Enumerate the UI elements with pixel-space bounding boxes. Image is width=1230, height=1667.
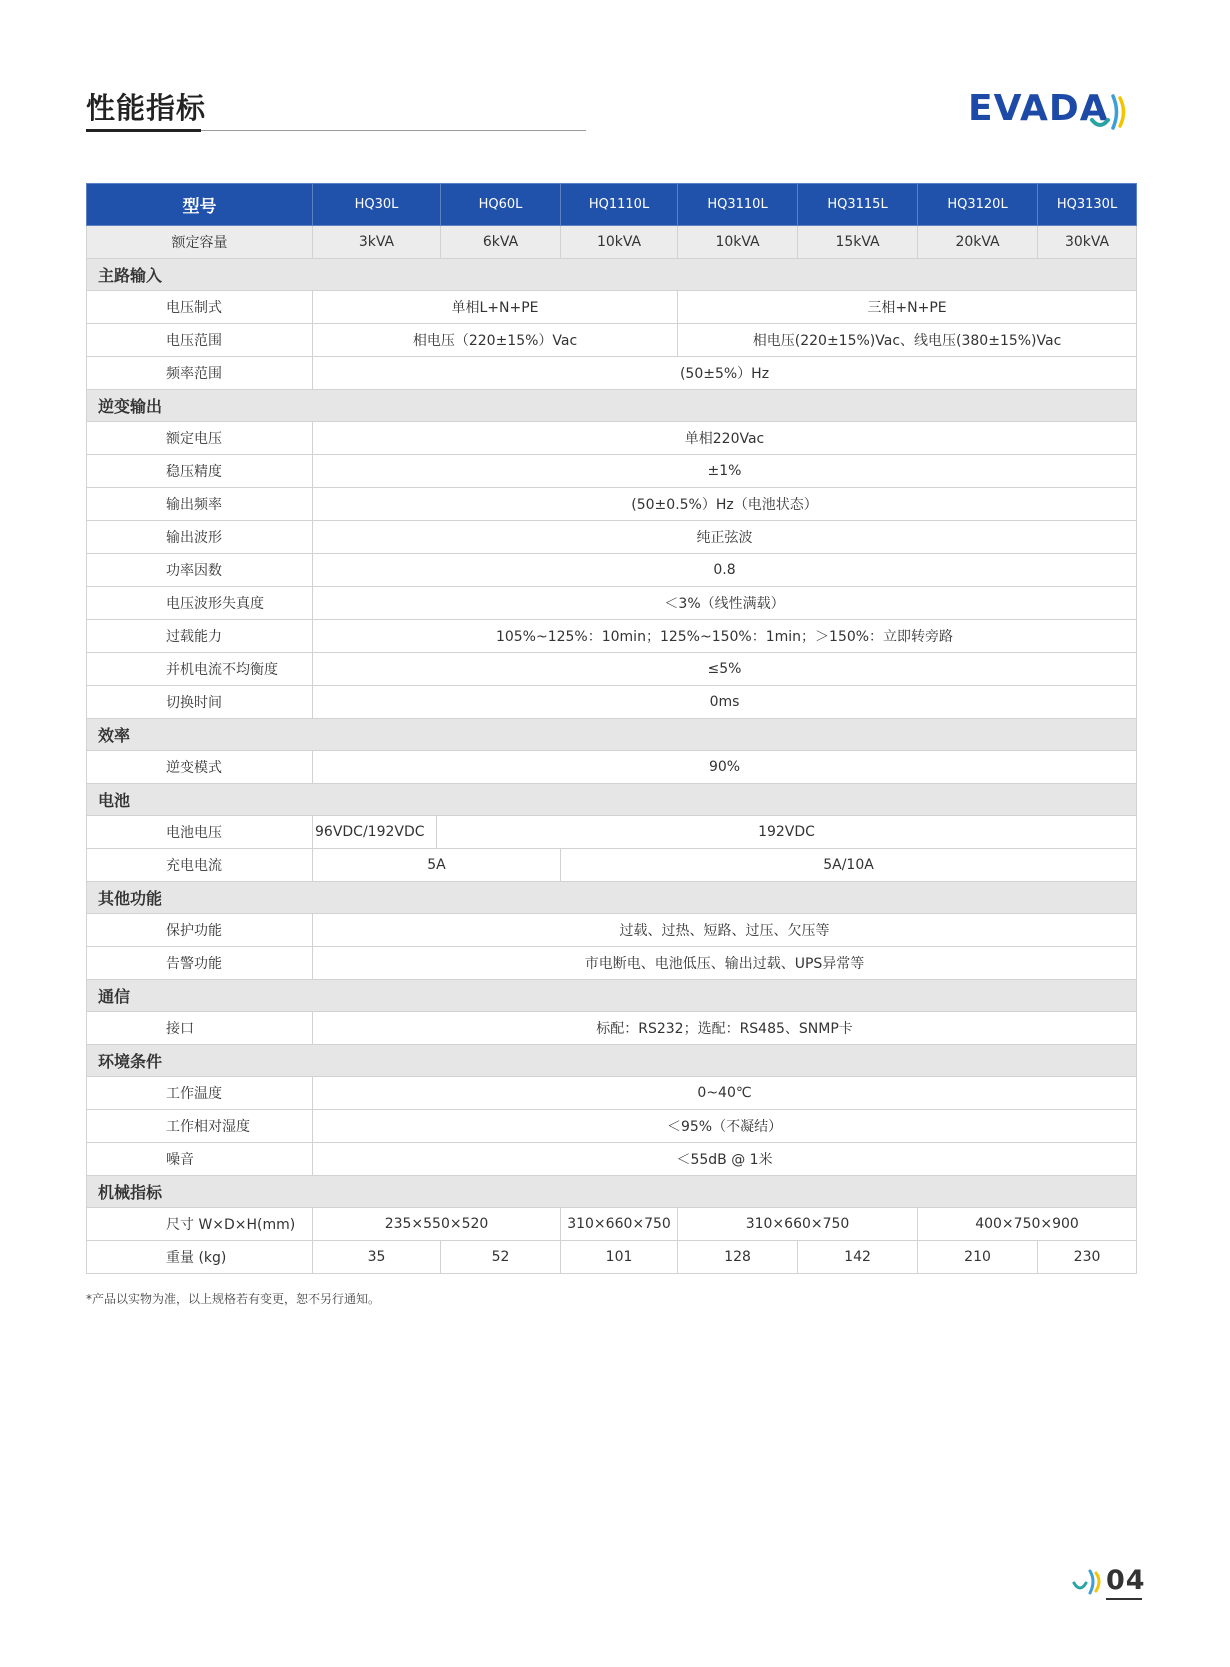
section-title: 逆变输出 bbox=[87, 390, 1137, 422]
cell-value: (50±5%）Hz bbox=[313, 357, 1137, 390]
row-label: 频率范围 bbox=[87, 357, 313, 390]
section-header bbox=[87, 719, 1137, 751]
table-row bbox=[87, 816, 1137, 849]
title-rule-accent bbox=[86, 129, 201, 132]
row-label: 接口 bbox=[87, 1012, 313, 1045]
capacity-label: 额定容量 bbox=[87, 226, 313, 259]
row-label: 告警功能 bbox=[87, 947, 313, 980]
row-label: 尺寸 W×D×H(mm) bbox=[87, 1208, 313, 1241]
cell-value: 35 bbox=[313, 1241, 441, 1274]
capacity-cell: 6kVA bbox=[441, 226, 561, 259]
footnote: *产品以实物为准，以上规格若有变更，恕不另行通知。 bbox=[86, 1292, 381, 1306]
row-label: 过载能力 bbox=[87, 620, 313, 653]
cell-value: ±1% bbox=[313, 455, 1137, 488]
row-label: 功率因数 bbox=[87, 554, 313, 587]
capacity-cell: 10kVA bbox=[561, 226, 678, 259]
row-label: 稳压精度 bbox=[87, 455, 313, 488]
section-title: 通信 bbox=[87, 980, 1137, 1012]
section-header bbox=[87, 882, 1137, 914]
cell-value: 128 bbox=[678, 1241, 798, 1274]
cell-value: 400×750×900 bbox=[918, 1208, 1137, 1241]
row-label: 电压制式 bbox=[87, 291, 313, 324]
row-label: 重量 (kg) bbox=[87, 1241, 313, 1274]
cell-value: 0ms bbox=[313, 686, 1137, 719]
table-row bbox=[87, 184, 1137, 226]
cell-value: 192VDC bbox=[437, 816, 1137, 849]
cell-value: 310×660×750 bbox=[561, 1208, 678, 1241]
row-label: 额定电压 bbox=[87, 422, 313, 455]
page-waves-icon bbox=[1072, 1565, 1106, 1601]
capacity-cell: 20kVA bbox=[918, 226, 1038, 259]
section-title: 机械指标 bbox=[87, 1176, 1137, 1208]
section-header bbox=[87, 1176, 1137, 1208]
cell-value: 三相+N+PE bbox=[678, 291, 1137, 324]
row-label: 逆变模式 bbox=[87, 751, 313, 784]
row-label: 并机电流不均衡度 bbox=[87, 653, 313, 686]
row-label: 保护功能 bbox=[87, 914, 313, 947]
row-label: 工作相对湿度 bbox=[87, 1110, 313, 1143]
cell-value: 310×660×750 bbox=[678, 1208, 918, 1241]
table-row bbox=[87, 521, 1137, 554]
table-row bbox=[87, 1143, 1137, 1176]
section-title: 其他功能 bbox=[87, 882, 1137, 914]
table-row bbox=[87, 620, 1137, 653]
model-cell: HQ60L bbox=[441, 184, 561, 226]
table-row bbox=[87, 914, 1137, 947]
row-label: 电压范围 bbox=[87, 324, 313, 357]
cell-value: 230 bbox=[1038, 1241, 1137, 1274]
section-header bbox=[87, 1045, 1137, 1077]
cell-value: 标配：RS232；选配：RS485、SNMP卡 bbox=[313, 1012, 1137, 1045]
cell-value: 相电压（220±15%）Vac bbox=[313, 324, 678, 357]
cell-value: 142 bbox=[798, 1241, 918, 1274]
cell-value: ＜3%（线性满载） bbox=[313, 587, 1137, 620]
spec-table bbox=[86, 183, 1137, 1274]
table-row bbox=[87, 1241, 1137, 1274]
cell-value: 90% bbox=[313, 751, 1137, 784]
model-cell: HQ3110L bbox=[678, 184, 798, 226]
cell-value: ＜95%（不凝结） bbox=[313, 1110, 1137, 1143]
cell-value: 纯正弦波 bbox=[313, 521, 1137, 554]
brand-logo bbox=[968, 88, 1148, 138]
table-row bbox=[87, 1110, 1137, 1143]
cell-value: 52 bbox=[441, 1241, 561, 1274]
cell-value: 过载、过热、短路、过压、欠压等 bbox=[313, 914, 1137, 947]
model-cell: HQ3115L bbox=[798, 184, 918, 226]
row-label: 工作温度 bbox=[87, 1077, 313, 1110]
cell-value: 单相220Vac bbox=[313, 422, 1137, 455]
row-label: 电压波形失真度 bbox=[87, 587, 313, 620]
section-header bbox=[87, 784, 1137, 816]
page-number-text: 04 bbox=[1106, 1565, 1146, 1596]
cell-value: 5A bbox=[313, 849, 561, 882]
table-row bbox=[87, 653, 1137, 686]
cell-value: 单相L+N+PE bbox=[313, 291, 678, 324]
section-title: 效率 bbox=[87, 719, 1137, 751]
section-title: 环境条件 bbox=[87, 1045, 1137, 1077]
brand-waves-icon bbox=[1080, 90, 1150, 136]
cell-value: 相电压(220±15%)Vac、线电压(380±15%)Vac bbox=[678, 324, 1137, 357]
section-header bbox=[87, 259, 1137, 291]
cell-value: 市电断电、电池低压、输出过载、UPS异常等 bbox=[313, 947, 1137, 980]
row-label: 电池电压 bbox=[87, 816, 313, 849]
cell-value: 0.8 bbox=[313, 554, 1137, 587]
capacity-cell: 10kVA bbox=[678, 226, 798, 259]
row-label: 输出波形 bbox=[87, 521, 313, 554]
section-header bbox=[87, 390, 1137, 422]
table-row bbox=[87, 1012, 1137, 1045]
table-row bbox=[87, 751, 1137, 784]
capacity-cell: 30kVA bbox=[1038, 226, 1137, 259]
model-cell: HQ3130L bbox=[1038, 184, 1137, 226]
table-row bbox=[87, 849, 1137, 882]
table-row bbox=[87, 488, 1137, 521]
table-row bbox=[87, 1077, 1137, 1110]
cell-value: 105%~125%：10min；125%~150%：1min；＞150%：立即转旁路 bbox=[313, 620, 1137, 653]
cell-value: (50±0.5%）Hz（电池状态） bbox=[313, 488, 1137, 521]
row-label: 切换时间 bbox=[87, 686, 313, 719]
table-row bbox=[87, 226, 1137, 259]
page-title: 性能指标 bbox=[86, 91, 207, 125]
table-row bbox=[87, 1208, 1137, 1241]
table-row bbox=[87, 554, 1137, 587]
table-row bbox=[87, 686, 1137, 719]
cell-value: 0~40℃ bbox=[313, 1077, 1137, 1110]
cell-value: ≤5% bbox=[313, 653, 1137, 686]
table-row bbox=[87, 587, 1137, 620]
capacity-cell: 3kVA bbox=[313, 226, 441, 259]
table-row bbox=[87, 455, 1137, 488]
table-row bbox=[87, 324, 1137, 357]
page-number-underline bbox=[1106, 1598, 1142, 1600]
cell-value: 101 bbox=[561, 1241, 678, 1274]
brand-name: EVADA bbox=[968, 88, 1109, 129]
cell-value: 5A/10A bbox=[561, 849, 1137, 882]
cell-value: 235×550×520 bbox=[313, 1208, 561, 1241]
cell-value: 96VDC/192VDC bbox=[313, 816, 437, 849]
row-label: 输出频率 bbox=[87, 488, 313, 521]
row-label: 充电电流 bbox=[87, 849, 313, 882]
section-title: 电池 bbox=[87, 784, 1137, 816]
cell-value: ＜55dB @ 1米 bbox=[313, 1143, 1137, 1176]
row-label: 噪音 bbox=[87, 1143, 313, 1176]
table-row bbox=[87, 947, 1137, 980]
section-title: 主路输入 bbox=[87, 259, 1137, 291]
model-cell: HQ30L bbox=[313, 184, 441, 226]
table-row bbox=[87, 357, 1137, 390]
model-cell: HQ3120L bbox=[918, 184, 1038, 226]
page-number bbox=[1072, 1565, 1146, 1601]
table-row bbox=[87, 422, 1137, 455]
model-header: 型号 bbox=[87, 184, 313, 226]
capacity-cell: 15kVA bbox=[798, 226, 918, 259]
section-header bbox=[87, 980, 1137, 1012]
model-cell: HQ1110L bbox=[561, 184, 678, 226]
cell-value: 210 bbox=[918, 1241, 1038, 1274]
table-row bbox=[87, 291, 1137, 324]
